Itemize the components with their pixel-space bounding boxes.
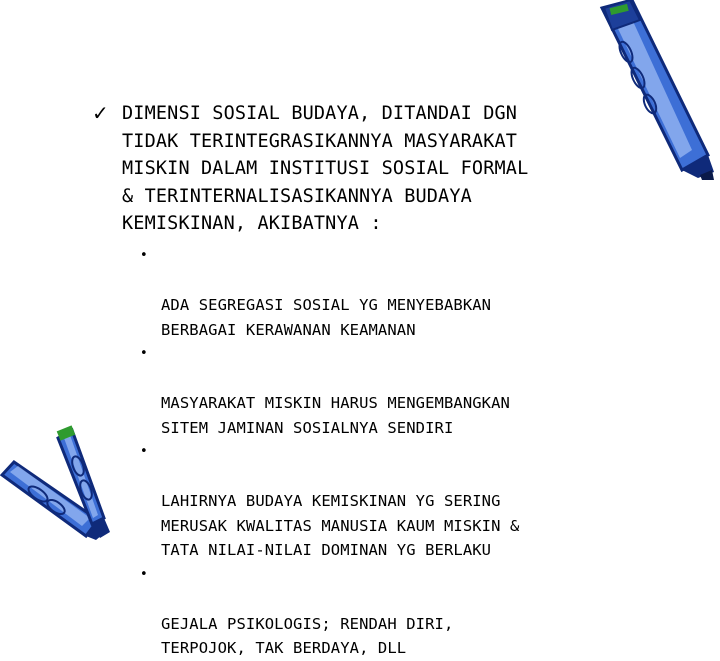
pen-bottom-body: [2, 425, 110, 540]
list-item: [130, 563, 630, 661]
list-item-text: GEJALA PSIKOLOGIS; RENDAH DIRI, TERPOJOK, TAK BERDAYA, DLL: [161, 614, 454, 657]
list-item: [130, 440, 630, 563]
main-point: [92, 100, 652, 238]
main-point-text: DIMENSI SOSIAL BUDAYA, DITANDAI DGN TIDAK TERINTEGRASIKANNYA MASYARAKAT MISKIN DALAM INSTITUSI SOSIAL FORMAL & TERINTERNALISASIKANNYA BUDAYA KEMISKINAN, AKIBATNYA :: [122, 103, 529, 234]
bullet-icon: •: [140, 346, 148, 361]
pen-clipart-bottom-icon: [0, 400, 120, 540]
bullet-icon: •: [140, 444, 148, 459]
list-item: [130, 244, 630, 342]
bullet-icon: •: [140, 248, 148, 263]
list-item-text: ADA SEGREGASI SOSIAL YG MENYEBABKAN BERBAGAI KERAWANAN KEAMANAN: [161, 296, 492, 339]
sub-points-list: [130, 244, 630, 661]
list-item-text: LAHIRNYA BUDAYA KEMISKINAN YG SERING MERUSAK KWALITAS MANUSIA KAUM MISKIN & TATA NILAI-NILAI DOMINAN YG BERLAKU: [161, 492, 520, 559]
checkmark-icon: ✓: [92, 101, 109, 125]
list-item-text: MASYARAKAT MISKIN HARUS MENGEMBANGKAN SITEM JAMINAN SOSIALNYA SENDIRI: [161, 394, 510, 437]
list-item: [130, 342, 630, 440]
bullet-icon: •: [140, 566, 148, 582]
